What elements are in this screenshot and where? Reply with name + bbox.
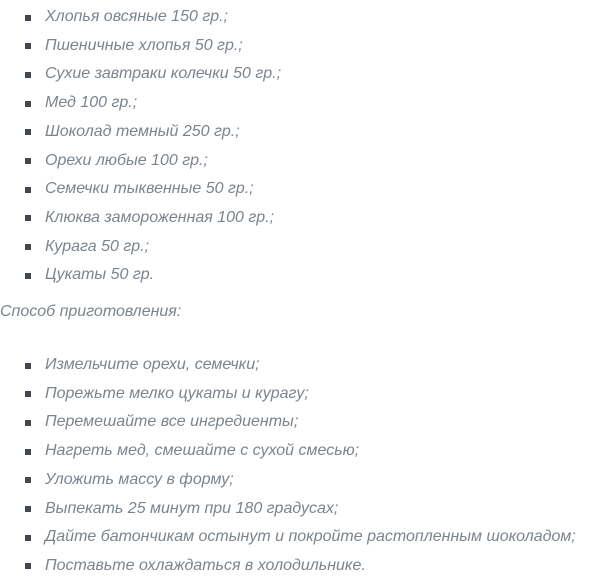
list-item: Цукаты 50 гр.: [0, 261, 601, 290]
list-item: Перемешайте все ингредиенты;: [0, 408, 601, 437]
list-item: Сухие завтраки колечки 50 гр.;: [0, 60, 601, 89]
list-item: Шоколад темный 250 гр.;: [0, 118, 601, 147]
method-list: [0, 351, 601, 581]
list-item: Хлопья овсяные 150 гр.;: [0, 3, 601, 32]
list-item: Пшеничные хлопья 50 гр.;: [0, 32, 601, 61]
list-item: Уложить массу в форму;: [0, 466, 601, 495]
list-item: Поставьте охлаждаться в холодильнике.: [0, 552, 601, 581]
list-item: Дайте батончикам остынут и покройте растопленным шоколадом;: [0, 523, 601, 552]
list-item: Мед 100 гр.;: [0, 89, 601, 118]
list-item: Курага 50 гр.;: [0, 233, 601, 262]
list-item: Выпекать 25 минут при 180 градусах;: [0, 495, 601, 524]
list-item: Порежьте мелко цукаты и курагу;: [0, 380, 601, 409]
list-item: Измельчите орехи, семечки;: [0, 351, 601, 380]
list-item: Нагреть мед, смешайте с сухой смесью;: [0, 437, 601, 466]
method-heading: Способ приготовления:: [0, 303, 182, 321]
ingredients-list: [0, 3, 601, 290]
list-item: Семечки тыквенные 50 гр.;: [0, 175, 601, 204]
list-item: Клюква замороженная 100 гр.;: [0, 204, 601, 233]
list-item: Орехи любые 100 гр.;: [0, 147, 601, 176]
